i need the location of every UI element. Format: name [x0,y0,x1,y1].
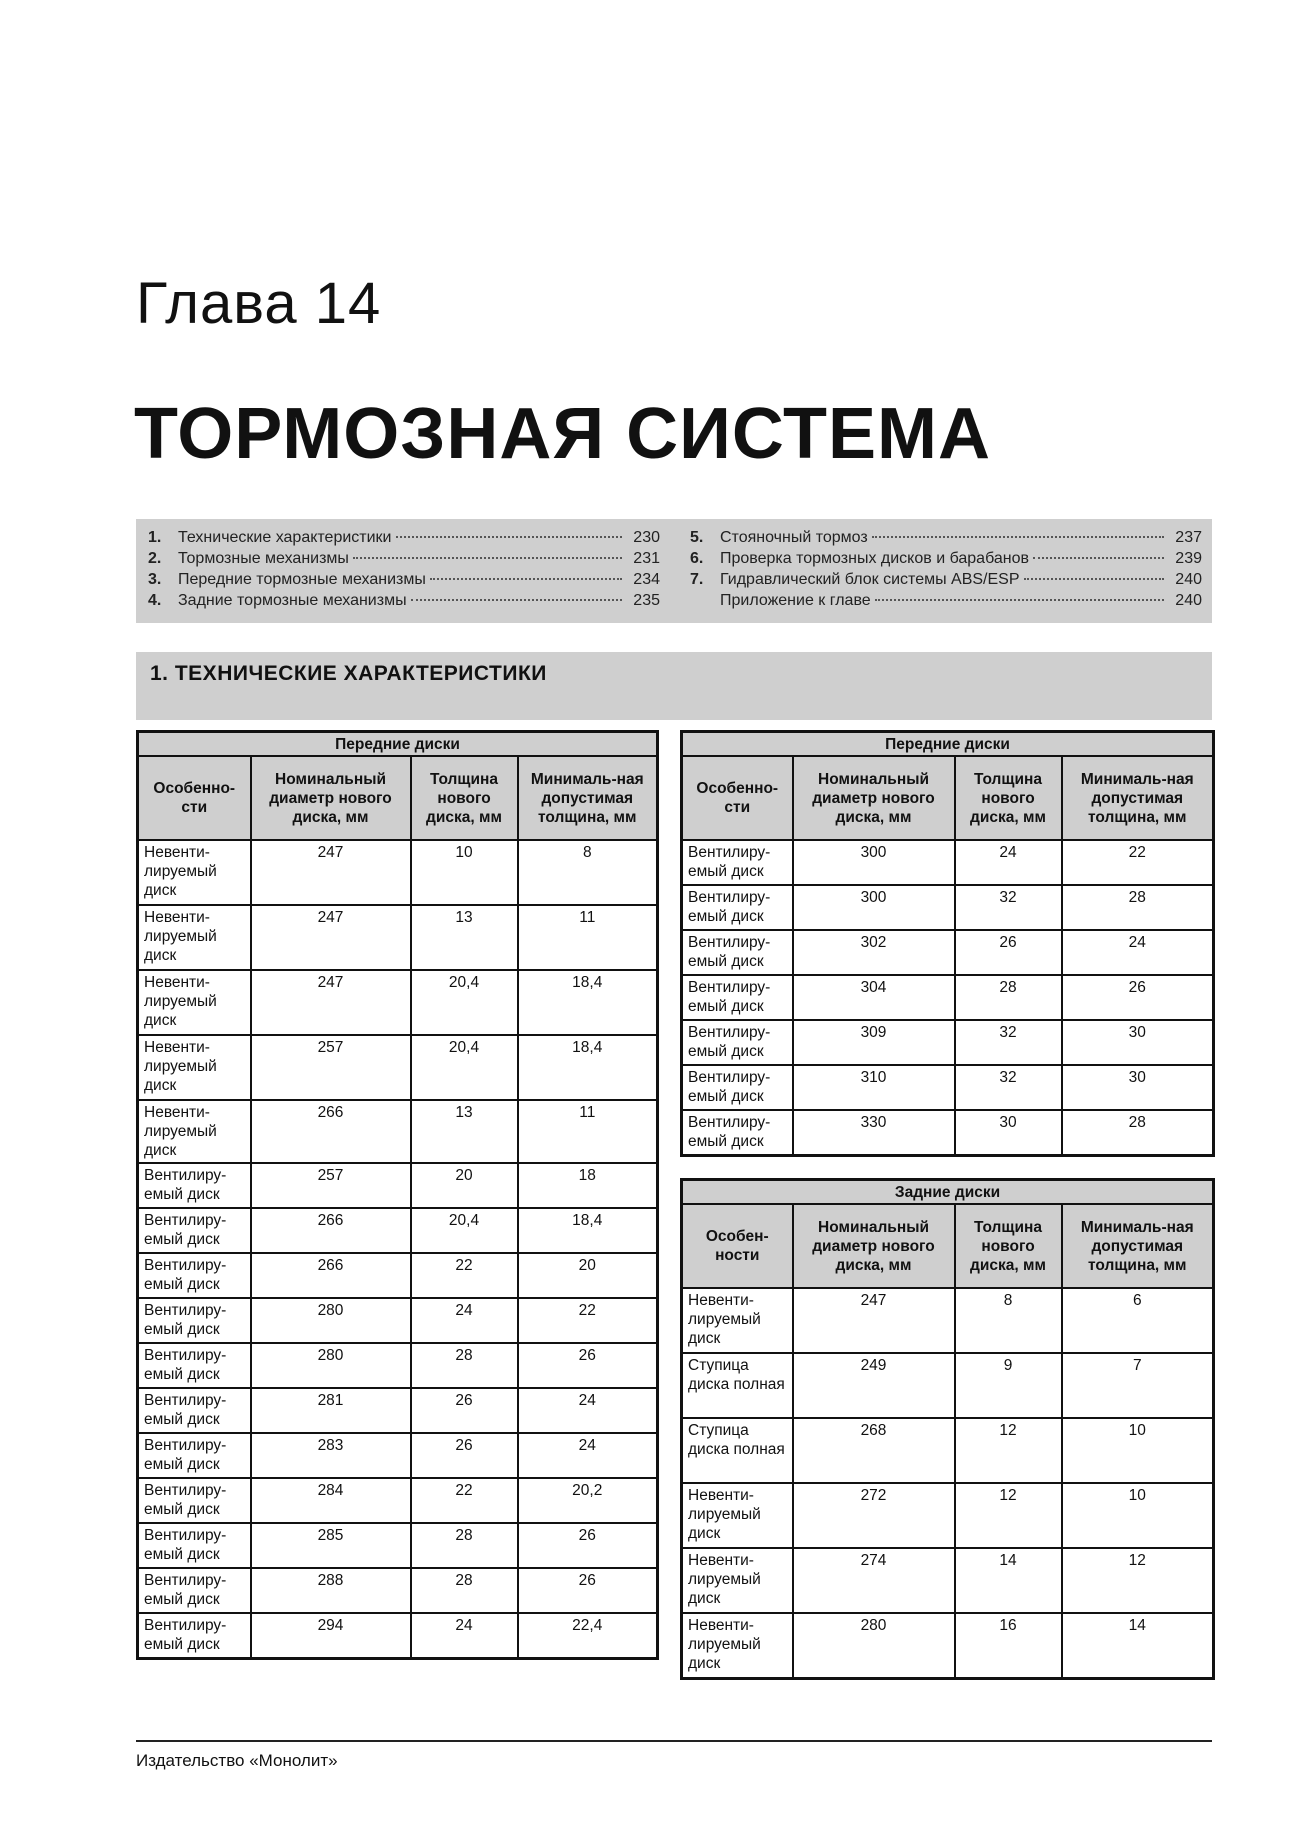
thickness-cell: 22 [411,1253,518,1298]
toc-item[interactable] [148,571,660,591]
min-thickness-cell: 22 [1062,840,1214,885]
diameter-cell: 257 [251,1035,411,1100]
table-row [138,1613,658,1658]
column-header: Минималь-ная допустимая толщина, мм [1062,756,1214,840]
toc-item[interactable] [690,592,1202,612]
toc-column-right [690,529,1202,615]
column-header: Толщина нового диска, мм [955,1204,1062,1288]
toc-number: 7. [690,571,704,588]
min-thickness-cell: 30 [1062,1065,1214,1110]
thickness-cell: 22 [411,1478,518,1523]
diameter-cell: 280 [251,1298,411,1343]
toc-title: Технические характеристики [178,529,392,546]
feature-cell: Вентилиру-емый диск [138,1298,251,1343]
toc-leader [872,536,1164,538]
diameter-cell: 257 [251,1163,411,1208]
toc-number: 2. [148,550,162,567]
table-row [138,840,658,905]
table-row [682,930,1214,975]
diameter-cell: 247 [251,905,411,970]
feature-cell: Вентилиру-емый диск [138,1433,251,1478]
min-thickness-cell: 18,4 [518,970,658,1035]
min-thickness-cell: 18,4 [518,1208,658,1253]
column-header: Толщина нового диска, мм [955,756,1062,840]
min-thickness-cell: 11 [518,1100,658,1163]
feature-cell: Вентилиру-емый диск [682,1020,793,1065]
table-row [682,1418,1214,1483]
rear-discs-table [680,1178,1215,1680]
feature-cell: Невенти-лируемый диск [682,1548,793,1613]
chapter-title: ТОРМОЗНАЯ СИСТЕМА [134,394,992,474]
min-thickness-cell: 24 [1062,930,1214,975]
column-header: Номинальный диаметр нового диска, мм [793,756,955,840]
thickness-cell: 24 [411,1613,518,1658]
table-row [138,1253,658,1298]
diameter-cell: 300 [793,840,955,885]
min-thickness-cell: 6 [1062,1288,1214,1353]
feature-cell: Вентилиру-емый диск [138,1388,251,1433]
table-row [138,1343,658,1388]
table-row [138,1163,658,1208]
table-row [682,1065,1214,1110]
min-thickness-cell: 24 [518,1388,658,1433]
table-row [682,1548,1214,1613]
feature-cell: Невенти-лируемый диск [138,840,251,905]
toc-column-left [148,529,660,615]
column-header: Минималь-ная допустимая толщина, мм [518,756,658,840]
diameter-cell: 309 [793,1020,955,1065]
toc-page: 231 [633,550,660,567]
toc-item[interactable] [690,529,1202,549]
toc-leader [411,599,622,601]
chapter-label: Глава 14 [136,271,382,336]
thickness-cell: 32 [955,1020,1062,1065]
feature-cell: Вентилиру-емый диск [682,885,793,930]
feature-cell: Вентилиру-емый диск [682,1065,793,1110]
thickness-cell: 24 [955,840,1062,885]
column-header: Минималь-ная допустимая толщина, мм [1062,1204,1214,1288]
table-row [682,885,1214,930]
table-body [682,840,1214,1155]
toc-page: 234 [633,571,660,588]
diameter-cell: 288 [251,1568,411,1613]
diameter-cell: 266 [251,1100,411,1163]
feature-cell: Вентилиру-емый диск [138,1478,251,1523]
thickness-cell: 12 [955,1418,1062,1483]
toc-number: 1. [148,529,162,546]
thickness-cell: 20,4 [411,1208,518,1253]
diameter-cell: 294 [251,1613,411,1658]
toc-title: Задние тормозные механизмы [178,592,407,609]
diameter-cell: 280 [793,1613,955,1678]
min-thickness-cell: 8 [518,840,658,905]
thickness-cell: 9 [955,1353,1062,1418]
toc-leader [396,536,623,538]
toc-leader [875,599,1164,601]
toc-item[interactable] [148,550,660,570]
footer-divider [136,1740,1212,1742]
toc-item[interactable] [690,571,1202,591]
thickness-cell: 26 [411,1388,518,1433]
toc-item[interactable] [148,529,660,549]
toc-item[interactable] [148,592,660,612]
table-title: Передние диски [682,732,1214,757]
table-body [138,840,658,1658]
min-thickness-cell: 22 [518,1298,658,1343]
thickness-cell: 16 [955,1613,1062,1678]
diameter-cell: 274 [793,1548,955,1613]
front-discs-table-right [680,730,1215,1157]
front-discs-table-left [136,730,659,1660]
feature-cell: Ступица диска полная [682,1353,793,1418]
table-row [682,1613,1214,1678]
thickness-cell: 12 [955,1483,1062,1548]
toc-page: 230 [633,529,660,546]
toc-page: 239 [1175,550,1202,567]
diameter-cell: 281 [251,1388,411,1433]
diameter-cell: 302 [793,930,955,975]
thickness-cell: 20 [411,1163,518,1208]
section-title: 1. ТЕХНИЧЕСКИЕ ХАРАКТЕРИСТИКИ [150,662,547,685]
thickness-cell: 32 [955,885,1062,930]
feature-cell: Вентилиру-емый диск [138,1613,251,1658]
diameter-cell: 280 [251,1343,411,1388]
thickness-cell: 28 [411,1523,518,1568]
min-thickness-cell: 20,2 [518,1478,658,1523]
diameter-cell: 304 [793,975,955,1020]
toc-leader [430,578,622,580]
diameter-cell: 284 [251,1478,411,1523]
diameter-cell: 266 [251,1253,411,1298]
table-row [682,1020,1214,1065]
table-row [138,1478,658,1523]
toc-title: Приложение к главе [720,592,871,609]
table-row [138,905,658,970]
diameter-cell: 247 [251,840,411,905]
table-body [682,1288,1214,1678]
toc-page: 237 [1175,529,1202,546]
table-title: Передние диски [138,732,658,757]
table-row [138,1523,658,1568]
table-title: Задние диски [682,1180,1214,1205]
thickness-cell: 14 [955,1548,1062,1613]
min-thickness-cell: 26 [518,1568,658,1613]
thickness-cell: 28 [955,975,1062,1020]
min-thickness-cell: 26 [1062,975,1214,1020]
feature-cell: Невенти-лируемый диск [138,1035,251,1100]
table-row [138,1035,658,1100]
min-thickness-cell: 14 [1062,1613,1214,1678]
footer-publisher: Издательство «Монолит» [136,1751,338,1770]
min-thickness-cell: 28 [1062,1110,1214,1155]
thickness-cell: 20,4 [411,970,518,1035]
thickness-cell: 28 [411,1343,518,1388]
toc-page: 240 [1175,571,1202,588]
toc-title: Гидравлический блок системы ABS/ESP [720,571,1020,588]
feature-cell: Невенти-лируемый диск [138,970,251,1035]
thickness-cell: 13 [411,1100,518,1163]
column-header: Особен-ности [682,1204,793,1288]
toc-item[interactable] [690,550,1202,570]
feature-cell: Ступица диска полная [682,1418,793,1483]
feature-cell: Вентилиру-емый диск [682,975,793,1020]
feature-cell: Вентилиру-емый диск [138,1343,251,1388]
thickness-cell: 8 [955,1288,1062,1353]
toc-page: 235 [633,592,660,609]
table-row [138,1100,658,1163]
min-thickness-cell: 20 [518,1253,658,1298]
min-thickness-cell: 24 [518,1433,658,1478]
table-row [138,1433,658,1478]
diameter-cell: 266 [251,1208,411,1253]
feature-cell: Вентилиру-емый диск [682,1110,793,1155]
thickness-cell: 26 [955,930,1062,975]
thickness-cell: 24 [411,1298,518,1343]
diameter-cell: 330 [793,1110,955,1155]
column-header: Особенно-сти [682,756,793,840]
toc-number: 5. [690,529,704,546]
feature-cell: Невенти-лируемый диск [682,1483,793,1548]
table-row [682,1288,1214,1353]
thickness-cell: 20,4 [411,1035,518,1100]
min-thickness-cell: 11 [518,905,658,970]
column-header: Номинальный диаметр нового диска, мм [793,1204,955,1288]
min-thickness-cell: 18,4 [518,1035,658,1100]
toc-title: Проверка тормозных дисков и барабанов [720,550,1029,567]
thickness-cell: 32 [955,1065,1062,1110]
table-row [682,1483,1214,1548]
feature-cell: Вентилиру-емый диск [138,1163,251,1208]
feature-cell: Невенти-лируемый диск [682,1288,793,1353]
min-thickness-cell: 18 [518,1163,658,1208]
table-row [138,1388,658,1433]
toc-title: Передние тормозные механизмы [178,571,426,588]
diameter-cell: 310 [793,1065,955,1110]
feature-cell: Вентилиру-емый диск [682,840,793,885]
table-row [138,970,658,1035]
min-thickness-cell: 10 [1062,1418,1214,1483]
feature-cell: Вентилиру-емый диск [138,1253,251,1298]
diameter-cell: 283 [251,1433,411,1478]
feature-cell: Невенти-лируемый диск [138,1100,251,1163]
table-row [138,1298,658,1343]
table-row [682,1353,1214,1418]
toc-title: Стояночный тормоз [720,529,868,546]
feature-cell: Вентилиру-емый диск [138,1568,251,1613]
diameter-cell: 272 [793,1483,955,1548]
column-header: Особенно-сти [138,756,251,840]
min-thickness-cell: 28 [1062,885,1214,930]
column-header: Толщина нового диска, мм [411,756,518,840]
toc-title: Тормозные механизмы [178,550,349,567]
thickness-cell: 13 [411,905,518,970]
feature-cell: Невенти-лируемый диск [682,1613,793,1678]
toc-leader [1024,578,1164,580]
table-row [138,1208,658,1253]
diameter-cell: 268 [793,1418,955,1483]
diameter-cell: 247 [251,970,411,1035]
column-header: Номинальный диаметр нового диска, мм [251,756,411,840]
thickness-cell: 28 [411,1568,518,1613]
toc-leader [353,557,622,559]
min-thickness-cell: 12 [1062,1548,1214,1613]
feature-cell: Вентилиру-емый диск [138,1523,251,1568]
min-thickness-cell: 10 [1062,1483,1214,1548]
feature-cell: Невенти-лируемый диск [138,905,251,970]
thickness-cell: 10 [411,840,518,905]
table-row [682,975,1214,1020]
min-thickness-cell: 30 [1062,1020,1214,1065]
min-thickness-cell: 26 [518,1343,658,1388]
feature-cell: Вентилиру-емый диск [138,1208,251,1253]
table-of-contents [136,519,1212,623]
table-row [138,1568,658,1613]
diameter-cell: 247 [793,1288,955,1353]
diameter-cell: 249 [793,1353,955,1418]
min-thickness-cell: 22,4 [518,1613,658,1658]
toc-number: 6. [690,550,704,567]
toc-number: 4. [148,592,162,609]
min-thickness-cell: 7 [1062,1353,1214,1418]
thickness-cell: 30 [955,1110,1062,1155]
min-thickness-cell: 26 [518,1523,658,1568]
diameter-cell: 300 [793,885,955,930]
section-header [136,652,1212,720]
table-row [682,1110,1214,1155]
thickness-cell: 26 [411,1433,518,1478]
toc-leader [1033,557,1164,559]
table-row [682,840,1214,885]
toc-number: 3. [148,571,162,588]
feature-cell: Вентилиру-емый диск [682,930,793,975]
toc-page: 240 [1175,592,1202,609]
diameter-cell: 285 [251,1523,411,1568]
